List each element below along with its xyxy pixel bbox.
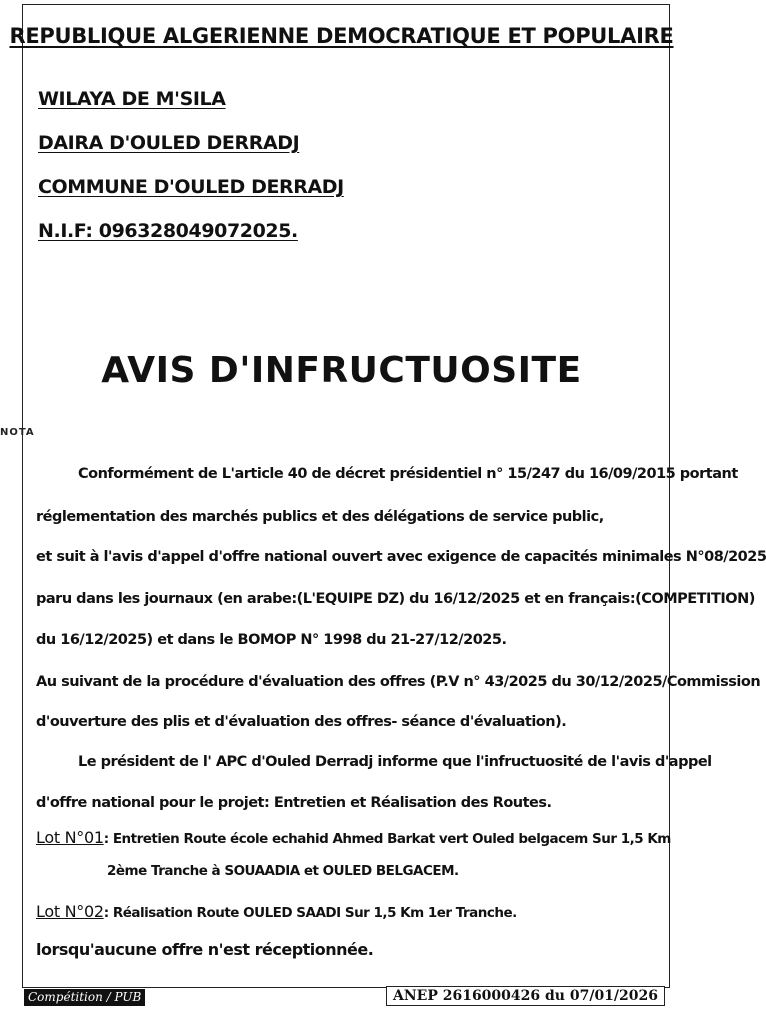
body-line-5: du 16/12/2025) et dans le BOMOP N° 1998 du 21-27/12/2025. (36, 632, 507, 648)
commune-line: COMMUNE D'OULED DERRADJ (38, 176, 344, 198)
lot-1-text: : Entretien Route école echahid Ahmed Barkat vert Ouled belgacem Sur 1,5 Km (103, 831, 671, 847)
wilaya-line: WILAYA DE M'SILA (38, 88, 226, 110)
lot-2 (36, 902, 517, 921)
daira-line: DAIRA D'OULED DERRADJ (38, 132, 300, 154)
body-line-7: d'ouverture des plis et d'évaluation des offres- séance d'évaluation). (36, 714, 567, 730)
lot-2-label: Lot N°02 (36, 902, 104, 921)
anep-reference: ANEP 2616000426 du 07/01/2026 (386, 986, 665, 1006)
nif-line: N.I.F: 096328049072025. (38, 220, 298, 242)
notice-title: AVIS D'INFRUCTUOSITE (101, 350, 582, 391)
body-line-9: d'offre national pour le projet: Entretien et Réalisation des Routes. (36, 795, 552, 811)
lot-1-line-2: 2ème Tranche à SOUAADIA et OULED BELGACEM. (107, 863, 459, 879)
body-line-6: Au suivant de la procédure d'évaluation des offres (P.V n° 43/2025 du 30/12/2025/Commission (36, 674, 761, 690)
body-line-2: réglementation des marchés publics et des délégations de service public, (36, 509, 604, 525)
body-line-8: Le président de l' APC d'Ouled Derradj informe que l'infructuosité de l'avis d'appel (78, 754, 712, 770)
body-line-4: paru dans les journaux (en arabe:(L'EQUIPE DZ) du 16/12/2025 et en français:(COMPETITION) (36, 591, 755, 607)
lot-2-text: : Réalisation Route OULED SAADI Sur 1,5 Km 1er Tranche. (103, 905, 517, 921)
body-line-3: et suit à l'avis d'appel d'offre national ouvert avec exigence de capacités minimales N°08/2025 (36, 549, 766, 565)
lot-1 (36, 828, 671, 847)
lot-1-label: Lot N°01 (36, 828, 104, 847)
republic-header: REPUBLIQUE ALGERIENNE DEMOCRATIQUE ET POPULAIRE (9, 24, 674, 48)
publication-badge: Compétition / PUB (24, 989, 145, 1006)
body-line-1: Conformément de L'article 40 de décret présidentiel n° 15/247 du 16/09/2015 portant (78, 466, 738, 482)
margin-artifact: NOTA (0, 427, 35, 438)
closing-line: lorsqu'aucune offre n'est réceptionnée. (36, 940, 374, 959)
